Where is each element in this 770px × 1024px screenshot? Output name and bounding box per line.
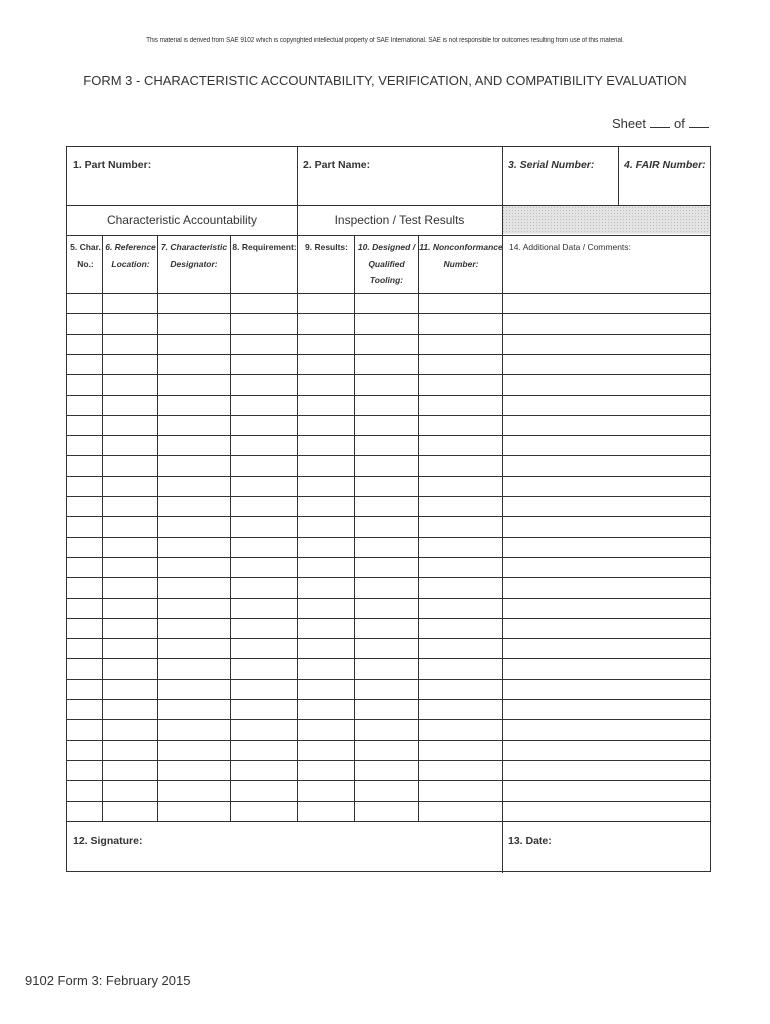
- column-char-no-line2: No.:: [77, 258, 94, 269]
- table-row-divider: [67, 334, 710, 335]
- column-designed-line2: Qualified: [368, 258, 405, 269]
- column-designed-tooling: [355, 239, 418, 289]
- column-nonconformance: [419, 239, 503, 272]
- copyright-disclaimer: This material is derived from SAE 9102 which is copyrighted intellectual property of SAE International. SAE is not responsible for outcomes resulting from use of this material.: [146, 37, 624, 44]
- table-row-divider: [67, 618, 710, 619]
- table-row-divider: [67, 496, 710, 497]
- table-row-divider: [67, 516, 710, 517]
- signature-field[interactable]: [67, 821, 502, 873]
- table-row-divider: [67, 435, 710, 436]
- fair-number-field[interactable]: [618, 147, 710, 205]
- sheet-total-field[interactable]: [689, 116, 709, 128]
- column-additional-text: 14. Additional Data / Comments:: [509, 242, 631, 252]
- date-field[interactable]: [502, 821, 710, 873]
- column-des-line1: 7. Characteristic: [160, 242, 228, 252]
- table-row-divider: [67, 455, 710, 456]
- column-char-no-line1: 5. Char.: [70, 242, 101, 252]
- shaded-header-area: [502, 206, 710, 234]
- signature-label: 12. Signature:: [73, 835, 143, 847]
- row-divider: [67, 293, 710, 294]
- column-divider: [157, 235, 158, 821]
- column-des-line2: Designator:: [170, 258, 218, 269]
- column-divider: [297, 205, 298, 235]
- form-table: [66, 146, 711, 872]
- column-requirement-text: 8. Requirement:: [232, 242, 297, 252]
- table-row-divider: [67, 679, 710, 680]
- table-row-divider: [67, 354, 710, 355]
- part-number-field[interactable]: [67, 147, 297, 205]
- column-results: [298, 239, 355, 256]
- column-divider: [502, 235, 503, 821]
- column-divider: [502, 147, 503, 205]
- column-designed-line3: Tooling:: [369, 275, 404, 285]
- column-divider: [502, 205, 503, 235]
- column-divider: [102, 235, 103, 821]
- column-nonconf-line1: 11. Nonconformance: [419, 242, 503, 252]
- table-row-divider: [67, 537, 710, 538]
- column-characteristic-designator: [158, 239, 230, 272]
- column-ref-line1: 6. Reference: [105, 242, 156, 252]
- table-row-divider: [67, 760, 710, 761]
- table-row-divider: [67, 415, 710, 416]
- row-divider: [67, 235, 710, 236]
- sheet-counter: [612, 116, 713, 131]
- column-char-no: [68, 239, 103, 272]
- column-divider: [354, 235, 355, 821]
- table-row-divider: [67, 699, 710, 700]
- fair-number-label: 4. FAIR Number:: [624, 159, 706, 171]
- table-row-divider: [67, 801, 710, 802]
- table-row-divider: [67, 395, 710, 396]
- form-footer: 9102 Form 3: February 2015: [25, 973, 191, 988]
- serial-number-field[interactable]: [502, 147, 618, 205]
- table-row-divider: [67, 719, 710, 720]
- column-divider: [230, 235, 231, 821]
- part-number-label: 1. Part Number:: [73, 159, 152, 171]
- table-row-divider: [67, 577, 710, 578]
- table-row-divider: [67, 476, 710, 477]
- part-name-label: 2. Part Name:: [303, 159, 371, 171]
- date-label: 13. Date:: [508, 835, 552, 847]
- characteristic-accountability-heading: Characteristic Accountability: [106, 213, 258, 227]
- serial-number-label: 3. Serial Number:: [508, 159, 595, 171]
- column-divider: [418, 235, 419, 821]
- column-requirement: [231, 239, 298, 256]
- table-row-divider: [67, 740, 710, 741]
- table-row-divider: [67, 780, 710, 781]
- part-name-field[interactable]: [297, 147, 502, 205]
- table-row-divider: [67, 598, 710, 599]
- column-divider: [297, 147, 298, 205]
- column-divider: [618, 147, 619, 205]
- row-divider: [67, 205, 710, 206]
- form-title: FORM 3 - CHARACTERISTIC ACCOUNTABILITY, VERIFICATION, AND COMPATIBILITY EVALUATION: [83, 73, 687, 88]
- sheet-number-field[interactable]: [650, 116, 670, 128]
- column-reference-location: [103, 239, 158, 272]
- column-divider: [297, 235, 298, 821]
- column-ref-line2: Location:: [111, 258, 150, 269]
- column-additional-data: [509, 239, 709, 256]
- column-results-text: 9. Results:: [305, 242, 348, 252]
- sheet-of-label: of: [673, 116, 685, 131]
- column-designed-line1: 10. Designed /: [357, 242, 416, 252]
- sheet-label: Sheet: [612, 116, 646, 131]
- table-row-divider: [67, 313, 710, 314]
- column-nonconf-line2: Number:: [443, 258, 479, 269]
- table-row-divider: [67, 557, 710, 558]
- table-row-divider: [67, 638, 710, 639]
- table-row-divider: [67, 374, 710, 375]
- section-inspection-results: [297, 205, 502, 235]
- table-row-divider: [67, 658, 710, 659]
- inspection-results-heading: Inspection / Test Results: [334, 213, 465, 227]
- section-characteristic-accountability: [67, 205, 297, 235]
